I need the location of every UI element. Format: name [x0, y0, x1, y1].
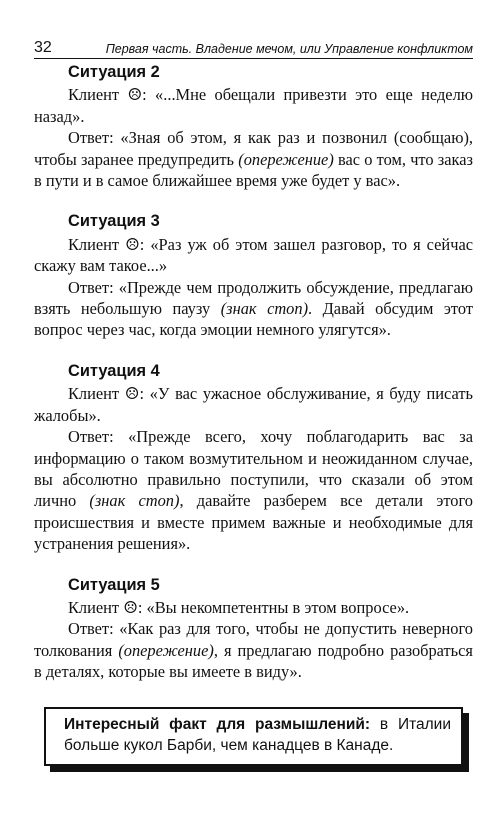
- client-line: Клиент ☹: «Раз уж об этом зашел разговор, то я сейчас скажу вам такое...»: [34, 234, 473, 276]
- situation-title: Ситуация 5: [68, 575, 160, 594]
- fact-label: Интересный факт для размышлений:: [64, 716, 371, 733]
- page-number: 32: [34, 39, 52, 56]
- answer-line: [34, 618, 473, 682]
- answer-text: Ответ: «Прежде чем продолжить обсуждение, предлагаю взять небольшую паузу: [34, 277, 473, 319]
- situation-3: [34, 211, 473, 340]
- answer-line: [34, 277, 473, 341]
- answer-text: вас о том, что заказ в пути и в самое ближайшее время уже будет у вас».: [34, 149, 473, 191]
- interesting-fact-box: [44, 707, 463, 766]
- client-line: Клиент ☹: «Вы некомпетентны в этом вопросе».: [68, 597, 410, 617]
- technique-term: (опережение): [118, 640, 214, 660]
- situation-5: [34, 575, 473, 683]
- answer-text: Ответ: «Прежде всего, хочу поблагодарить вас за информацию о таком возмутительном и неожиданном случае, вы абсолютно правильно поступили, что сказали об этом лично: [34, 427, 473, 511]
- page-header: [34, 34, 473, 56]
- fact-text: [64, 714, 451, 756]
- answer-text: , я предлагаю подробно разобраться в деталях, которые вы имеете в виду».: [34, 640, 473, 682]
- situation-4: [34, 361, 473, 555]
- answer-text: Ответ: «Как раз для того, чтобы не допустить неверного толкования: [34, 619, 473, 660]
- header-rule: [34, 58, 473, 59]
- answer-line: [34, 127, 473, 191]
- answer-text: . Давай обсудим этот вопрос через час, когда эмоции немного улягутся».: [34, 299, 474, 340]
- answer-text: , давайте разберем все детали этого происшествия и вместе примем важные и необходимые для устранения решения».: [34, 491, 474, 554]
- client-line: Клиент ☹: «У вас ужасное обслуживание, я буду писать жалобы».: [34, 384, 473, 425]
- situation-title: Ситуация 4: [68, 361, 160, 380]
- answer-text: Ответ: «Зная об этом, я как раз и позвонил (сообщаю), чтобы заранее предупредить: [34, 128, 473, 169]
- situation-2: [34, 62, 473, 191]
- running-title: Первая часть. Владение мечом, или Управление конфликтом: [105, 42, 473, 56]
- situation-title: Ситуация 3: [68, 212, 160, 231]
- situation-title: Ситуация 2: [68, 63, 160, 81]
- answer-line: [34, 426, 473, 554]
- technique-term: (знак стоп): [89, 491, 180, 511]
- fact-body: в Италии больше кукол Барби, чем канадцев в Канаде.: [64, 716, 451, 754]
- page-content: [34, 62, 473, 703]
- technique-term: (знак стоп): [220, 299, 309, 319]
- technique-term: (опережение): [238, 149, 334, 169]
- client-line: Клиент ☹: «...Мне обещали привезти это еще неделю назад».: [34, 85, 473, 126]
